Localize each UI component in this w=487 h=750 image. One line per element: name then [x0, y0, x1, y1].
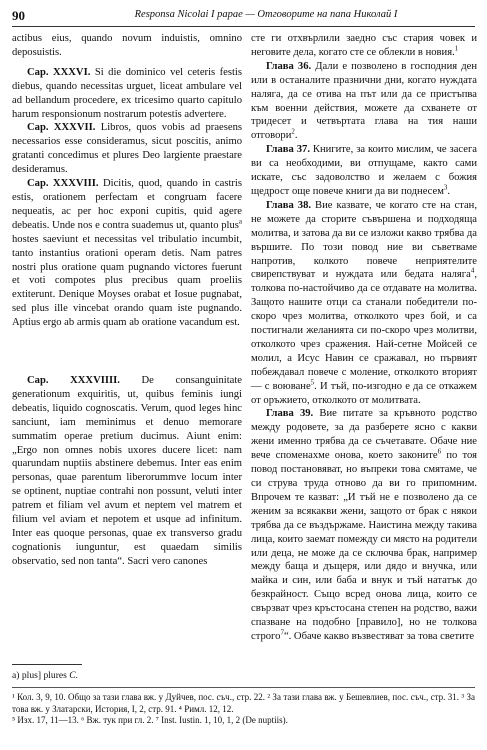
- header-rule: [12, 26, 475, 27]
- chapter-text: . И тъй, по-изгодно е да се откажем от оръжието, отколкото от молитвата.: [251, 380, 477, 406]
- footnotes-rule: [12, 687, 475, 688]
- chapter-text: .: [447, 185, 451, 197]
- chapter-text: “. Обаче какво възвестяват за това светите: [283, 630, 475, 642]
- apparatus-siglum: C.: [69, 670, 79, 681]
- latin-chapter-36: [12, 66, 242, 122]
- chapter-text: Dicitis, quod, quando in castris estis, orationem perfectam et congruam facere nequeatis, ac per hoc exponi cupitis, quid agere debeatis. Unde nos e contra suademus ut, quanto plus: [12, 178, 242, 231]
- latin-chapter-39: [12, 374, 242, 569]
- footnote-ref: 7: [280, 628, 284, 637]
- chapter-label: Cap. XXXVIII.: [27, 178, 99, 190]
- chapter-label: Глава 39.: [266, 408, 314, 420]
- chapter-text: Книгите, за които мислим, че засега ви са необходими, ви отпущаме, както сами искате, със задоволство и желаем с божия щедрост още повече книги да ви поднесем: [251, 144, 477, 197]
- latin-chapter-38: [12, 177, 242, 330]
- chapter-label: Cap. XXXVI.: [27, 66, 91, 78]
- bulgarian-chapter-38: [251, 199, 477, 408]
- paragraph-text: сте ги отхвърлили заедно със стария човек и неговите дела, когато сте се облекли в новия.: [251, 33, 477, 58]
- chapter-text: Вие питате за кръвното родство между родовете, за да разберете ясно с какви жени именно трябва да се съчетавате. Обаче ние вече споменахме онова, което законите: [251, 408, 477, 462]
- latin-chapter-37: [12, 121, 242, 177]
- chapter-text: hostes saeviunt et necessitas vel tribulatio incumbit, tanto instantius orationi operam detis. Nam patres nostri plus oratione quam pugnando victores fuerunt et voti compotes plus precibus quam proeliis extiterunt. Denique Moyses orabat et Iosue pugnabat, sed plus ille vincebat orando quam iste pugnando. Aptius ergo ab armis quam ab oratione vacandum est.: [12, 233, 242, 329]
- apparatus-rule: [12, 664, 82, 665]
- bulgarian-chapter-39: [251, 407, 477, 643]
- bulgarian-column: [251, 32, 477, 644]
- apparatus-text: plus] plures: [19, 670, 70, 681]
- critical-apparatus: [12, 670, 78, 681]
- footnote-ref: 2: [291, 127, 295, 136]
- chapter-label: Глава 38.: [266, 199, 312, 211]
- footnote-ref: 1: [454, 44, 459, 53]
- chapter-label: Cap. XXXVII.: [27, 122, 96, 134]
- chapter-text: по тоя повод постановяват, но въпреки това смятаме, че си струва труда отново да ви го припомним. Впрочем те казват: „И тъй не е позволено да се женим за всякакви жени, защото от брак с някои трябва да се въздържаме. Наистина между такива лица, които заемат помежду си място на родители или деца, не може да се сключва брак, например между баща и дъщеря, или дядо и внучка, или майка и син, или баба и внук и тъй нататък до безкрайност. Също всред онова лица, които се свързват чрез кръстосана степен на родство, важи спазване на подобно [правило], но не толкова строго: [251, 450, 477, 642]
- bulgarian-chapter-37: [251, 143, 477, 199]
- page-header: [12, 8, 475, 26]
- chapter-text: , толкова по-настойчиво да се отдавате на молитва. Защото нашите отци са станали победители по-скоро чрез молитва, отколкото чрез бой, и са постигнали желанията си по-скоро чрез молитви, отколкото чрез сражения. Най-сетне Мойсей се молил, а Исус Навин се сражавал, но първият побеждавал повече с моление, отколкото вторият — с воюване: [251, 269, 477, 392]
- chapter-text: Дали е позволено в господния ден или в останалите празнични дни, когато нуждата наляга, да се отива на път или да се пристъпва към военни действия, можете да схванете от тридесет и четвъртата глава на тия наши отговори: [251, 60, 477, 142]
- footnote-ref: 5: [310, 378, 315, 387]
- chapter-text: .: [294, 130, 298, 142]
- footnote-ref: 3: [443, 183, 448, 192]
- page-footnotes: [12, 692, 475, 727]
- chapter-text: De consanguinitate generationum exquiritis, ut, quibus feminis iungi debeatis, liquido cognoscatis. Verum, quod leges hinc sanciunt, iam meminimus et denuo memorare summatim operae pretium ducimus. Aiunt enim: „Ergo non omnes nobis uxores ducere licet: nam quarundam nuptiis abstinere debemus. Inter eas enim personas, quae parentum liberorummve locum inter se optinent, nuptiae contrahi non possunt, veluti inter patrem et filiam vel avum et neptem vel matrem et filium vel aviam et nepotem et usque ad infinitum. Inter eas quoque personas, quae ex transverso gradu cognationis iunguntur, est quaedam similis observatio, sed non tanta“. Sacri vero canones: [12, 375, 242, 567]
- chapter-text: Libros, quos vobis ad praesens necessarios esse consideramus, sicut poscitis, animo gratanti concedimus et plures Deo largiente praestare desideramus.: [12, 122, 242, 176]
- running-title: Responsa Nicolai I papae — Отговорите на папа Николай I: [134, 9, 398, 20]
- footnote-ref: 6: [437, 447, 442, 456]
- chapter-label: Глава 37.: [266, 144, 310, 156]
- chapter-label: Cap. XXXVIIII.: [27, 375, 120, 387]
- chapter-text: Si die dominico vel ceteris festis diebus, quando necessitas urguet, liceat ambulare vel ad bellandum procedere, ex tricesimo quarto capitulo harum responsionum nostrarum potestis advertere.: [12, 66, 242, 120]
- latin-column: [12, 32, 242, 569]
- footnote-ref: 4: [470, 266, 475, 275]
- latin-paragraph-top: actibus eius, quando novum induistis, omnino deposuistis.: [12, 33, 242, 58]
- page-number: 90: [12, 8, 25, 23]
- critical-note-mark: a: [238, 217, 242, 226]
- footnote-line: ⁵ Изх. 17, 11—13. ⁶ Вж. тук при гл. 2. ⁷ Inst. Iustin. 1, 10, 1, 2 (De nuptiis).: [12, 715, 288, 725]
- bulgarian-chapter-36: [251, 60, 477, 143]
- bulgarian-paragraph-top: [251, 32, 477, 60]
- apparatus-mark: a): [12, 670, 20, 681]
- chapter-label: Глава 36.: [266, 60, 312, 72]
- footnote-line: ¹ Кол. 3, 9, 10. Общо за тази глава вж. у Дуйчев, пос. съч., стр. 22. ² За тази глава вж. у Бешевлиев, пос. съч., стр. 31. ³ За това вж. у Златарски, История, I, 2, стр. 91. ⁴ Римл. 12, 12.: [12, 692, 475, 714]
- chapter-text: Вие казвате, че когато сте на стан, не можете да сторите съвършена и подходяща молитва, и затова да ви се изложи какво трябва да вършите. По този повод ние ви съветваме напротив, колкото повече неприятелите свирепствуват и нуждата или бедата наляга: [251, 199, 477, 281]
